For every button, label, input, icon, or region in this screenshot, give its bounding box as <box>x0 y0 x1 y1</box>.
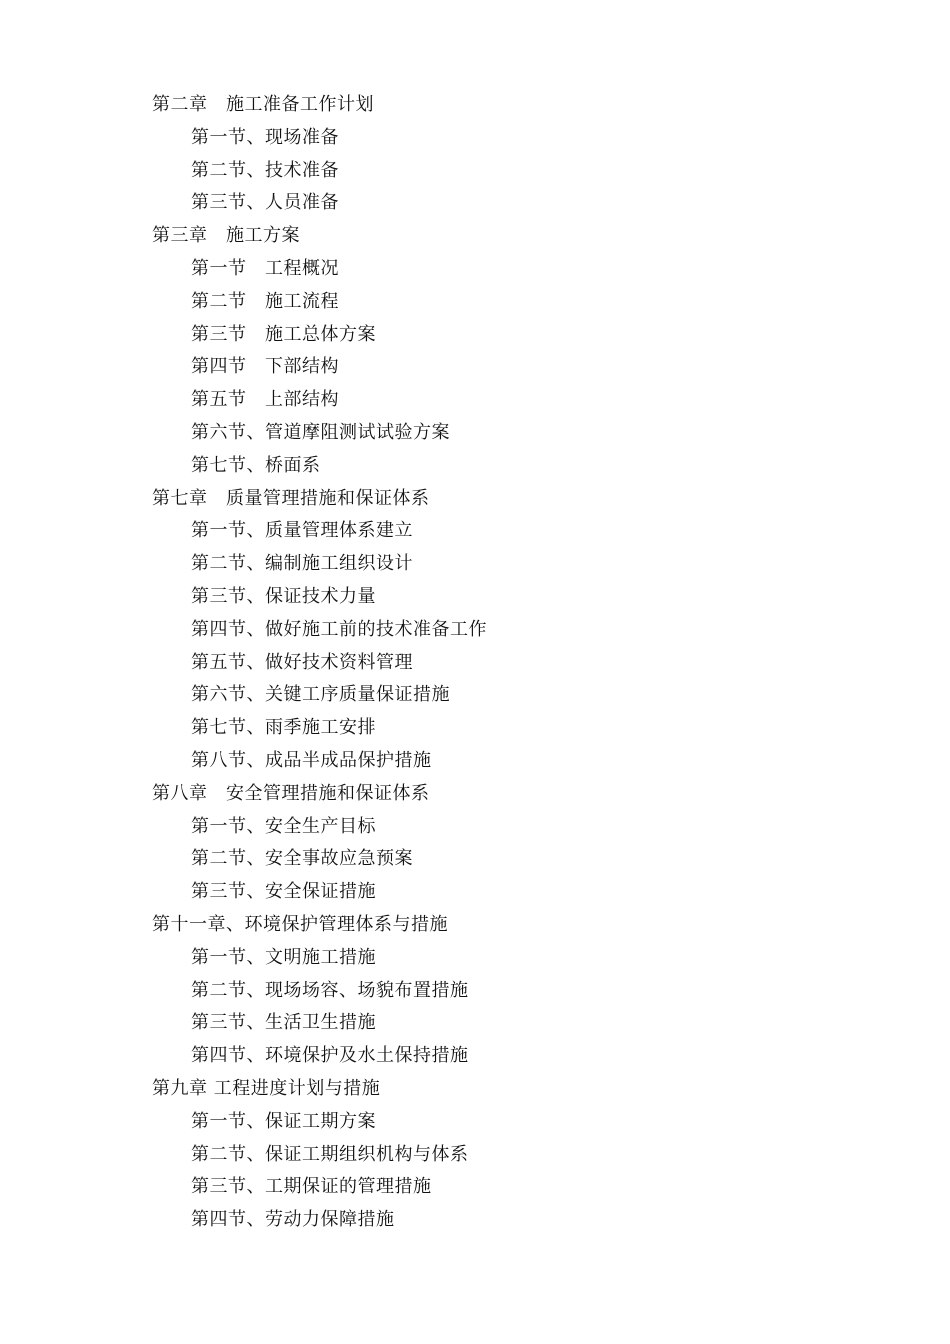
toc-section: 第三节、工期保证的管理措施 <box>191 1176 432 1198</box>
toc-section: 第三节、人员准备 <box>191 192 339 214</box>
table-of-contents <box>152 89 487 1237</box>
toc-section: 第四节、环境保护及水土保持措施 <box>191 1045 469 1067</box>
toc-section: 第二节、现场场容、场貌布置措施 <box>191 979 469 1001</box>
toc-chapter-11: 第十一章、环境保护管理体系与措施 <box>152 913 448 935</box>
toc-section: 第二节、技术准备 <box>191 159 339 181</box>
toc-section: 第七节、桥面系 <box>191 454 321 476</box>
toc-section: 第二节、安全事故应急预案 <box>191 848 413 870</box>
toc-section: 第二节、编制施工组织设计 <box>191 553 413 575</box>
toc-section: 第三节、保证技术力量 <box>191 585 376 607</box>
toc-section: 第一节、现场准备 <box>191 126 339 148</box>
toc-chapter-3: 第三章 施工方案 <box>152 225 300 247</box>
toc-section: 第五节 上部结构 <box>191 389 339 411</box>
toc-section: 第一节、保证工期方案 <box>191 1110 376 1132</box>
toc-section: 第六节、关键工序质量保证措施 <box>191 684 450 706</box>
toc-section: 第七节、雨季施工安排 <box>191 717 376 739</box>
toc-chapter-2: 第二章 施工准备工作计划 <box>152 94 374 115</box>
toc-section: 第八节、成品半成品保护措施 <box>191 749 432 771</box>
toc-section: 第一节 工程概况 <box>191 257 339 279</box>
toc-section: 第四节、劳动力保障措施 <box>191 1209 395 1231</box>
toc-section: 第一节、文明施工措施 <box>191 946 376 968</box>
toc-chapter-8: 第八章 安全管理措施和保证体系 <box>152 782 430 804</box>
toc-section: 第三节、安全保证措施 <box>191 881 376 903</box>
toc-section: 第二节 施工流程 <box>191 290 339 312</box>
toc-section: 第二节、保证工期组织机构与体系 <box>191 1143 469 1165</box>
toc-section: 第四节、做好施工前的技术准备工作 <box>191 618 487 640</box>
toc-section: 第六节、管道摩阻测试试验方案 <box>191 421 450 443</box>
toc-section: 第四节 下部结构 <box>191 356 339 378</box>
toc-chapter-9: 第九章 工程进度计划与措施 <box>152 1077 381 1099</box>
toc-section: 第五节、做好技术资料管理 <box>191 651 413 673</box>
toc-section: 第三节、生活卫生措施 <box>191 1012 376 1034</box>
toc-section: 第一节、安全生产目标 <box>191 815 376 837</box>
toc-section: 第一节、质量管理体系建立 <box>191 520 413 542</box>
toc-chapter-7: 第七章 质量管理措施和保证体系 <box>152 487 430 509</box>
toc-section: 第三节 施工总体方案 <box>191 323 376 345</box>
